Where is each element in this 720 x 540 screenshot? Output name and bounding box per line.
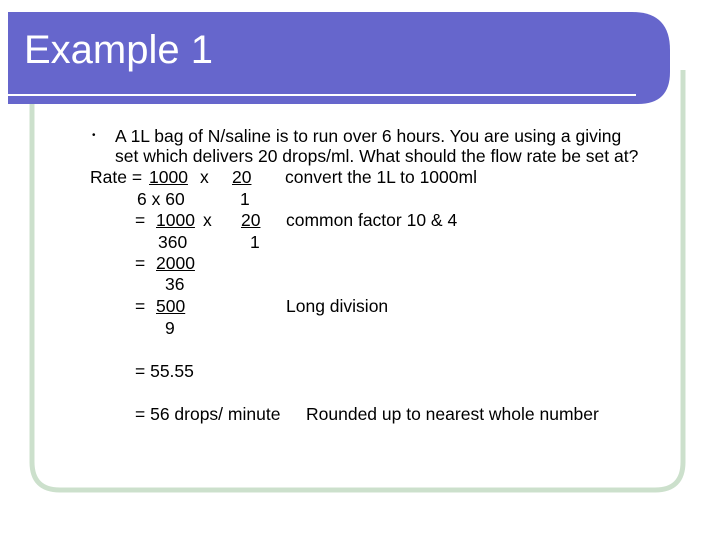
times-2: x [203, 210, 212, 230]
numerator-4: 500 [156, 296, 186, 316]
numerator-3: 2000 [156, 253, 195, 273]
denominator-3: 36 [165, 274, 185, 294]
times-1: x [200, 167, 209, 187]
denominator-2: 360 [158, 232, 188, 252]
factor-2-denominator: 1 [250, 232, 260, 252]
question-line-1: A 1L bag of N/saline is to run over 6 hours. You are using a giving [115, 126, 622, 146]
note-convert: convert the 1L to 1000ml [285, 167, 477, 187]
result-decimal: = 55.55 [135, 361, 194, 381]
factor-1-numerator: 20 [232, 167, 252, 187]
factor-1-denominator: 1 [240, 189, 250, 209]
equals-3: = [135, 253, 146, 273]
bullet-icon: • [92, 130, 96, 141]
denominator-4: 9 [165, 318, 175, 338]
result-final: = 56 drops/ minute [135, 404, 281, 424]
note-common-factor: common factor 10 & 4 [286, 210, 458, 230]
rate-label: Rate = [90, 167, 143, 187]
factor-2-numerator: 20 [241, 210, 261, 230]
equals-2: = [135, 210, 146, 230]
note-long-division: Long division [286, 296, 389, 316]
note-rounded: Rounded up to nearest whole number [306, 404, 599, 424]
question-line-2: set which delivers 20 drops/ml. What should the flow rate be set at? [115, 146, 639, 166]
numerator-2: 1000 [156, 210, 195, 230]
numerator-1: 1000 [149, 167, 188, 187]
slide-title: Example 1 [24, 28, 213, 72]
equals-4: = [135, 296, 146, 316]
denominator-1: 6 x 60 [137, 189, 185, 209]
